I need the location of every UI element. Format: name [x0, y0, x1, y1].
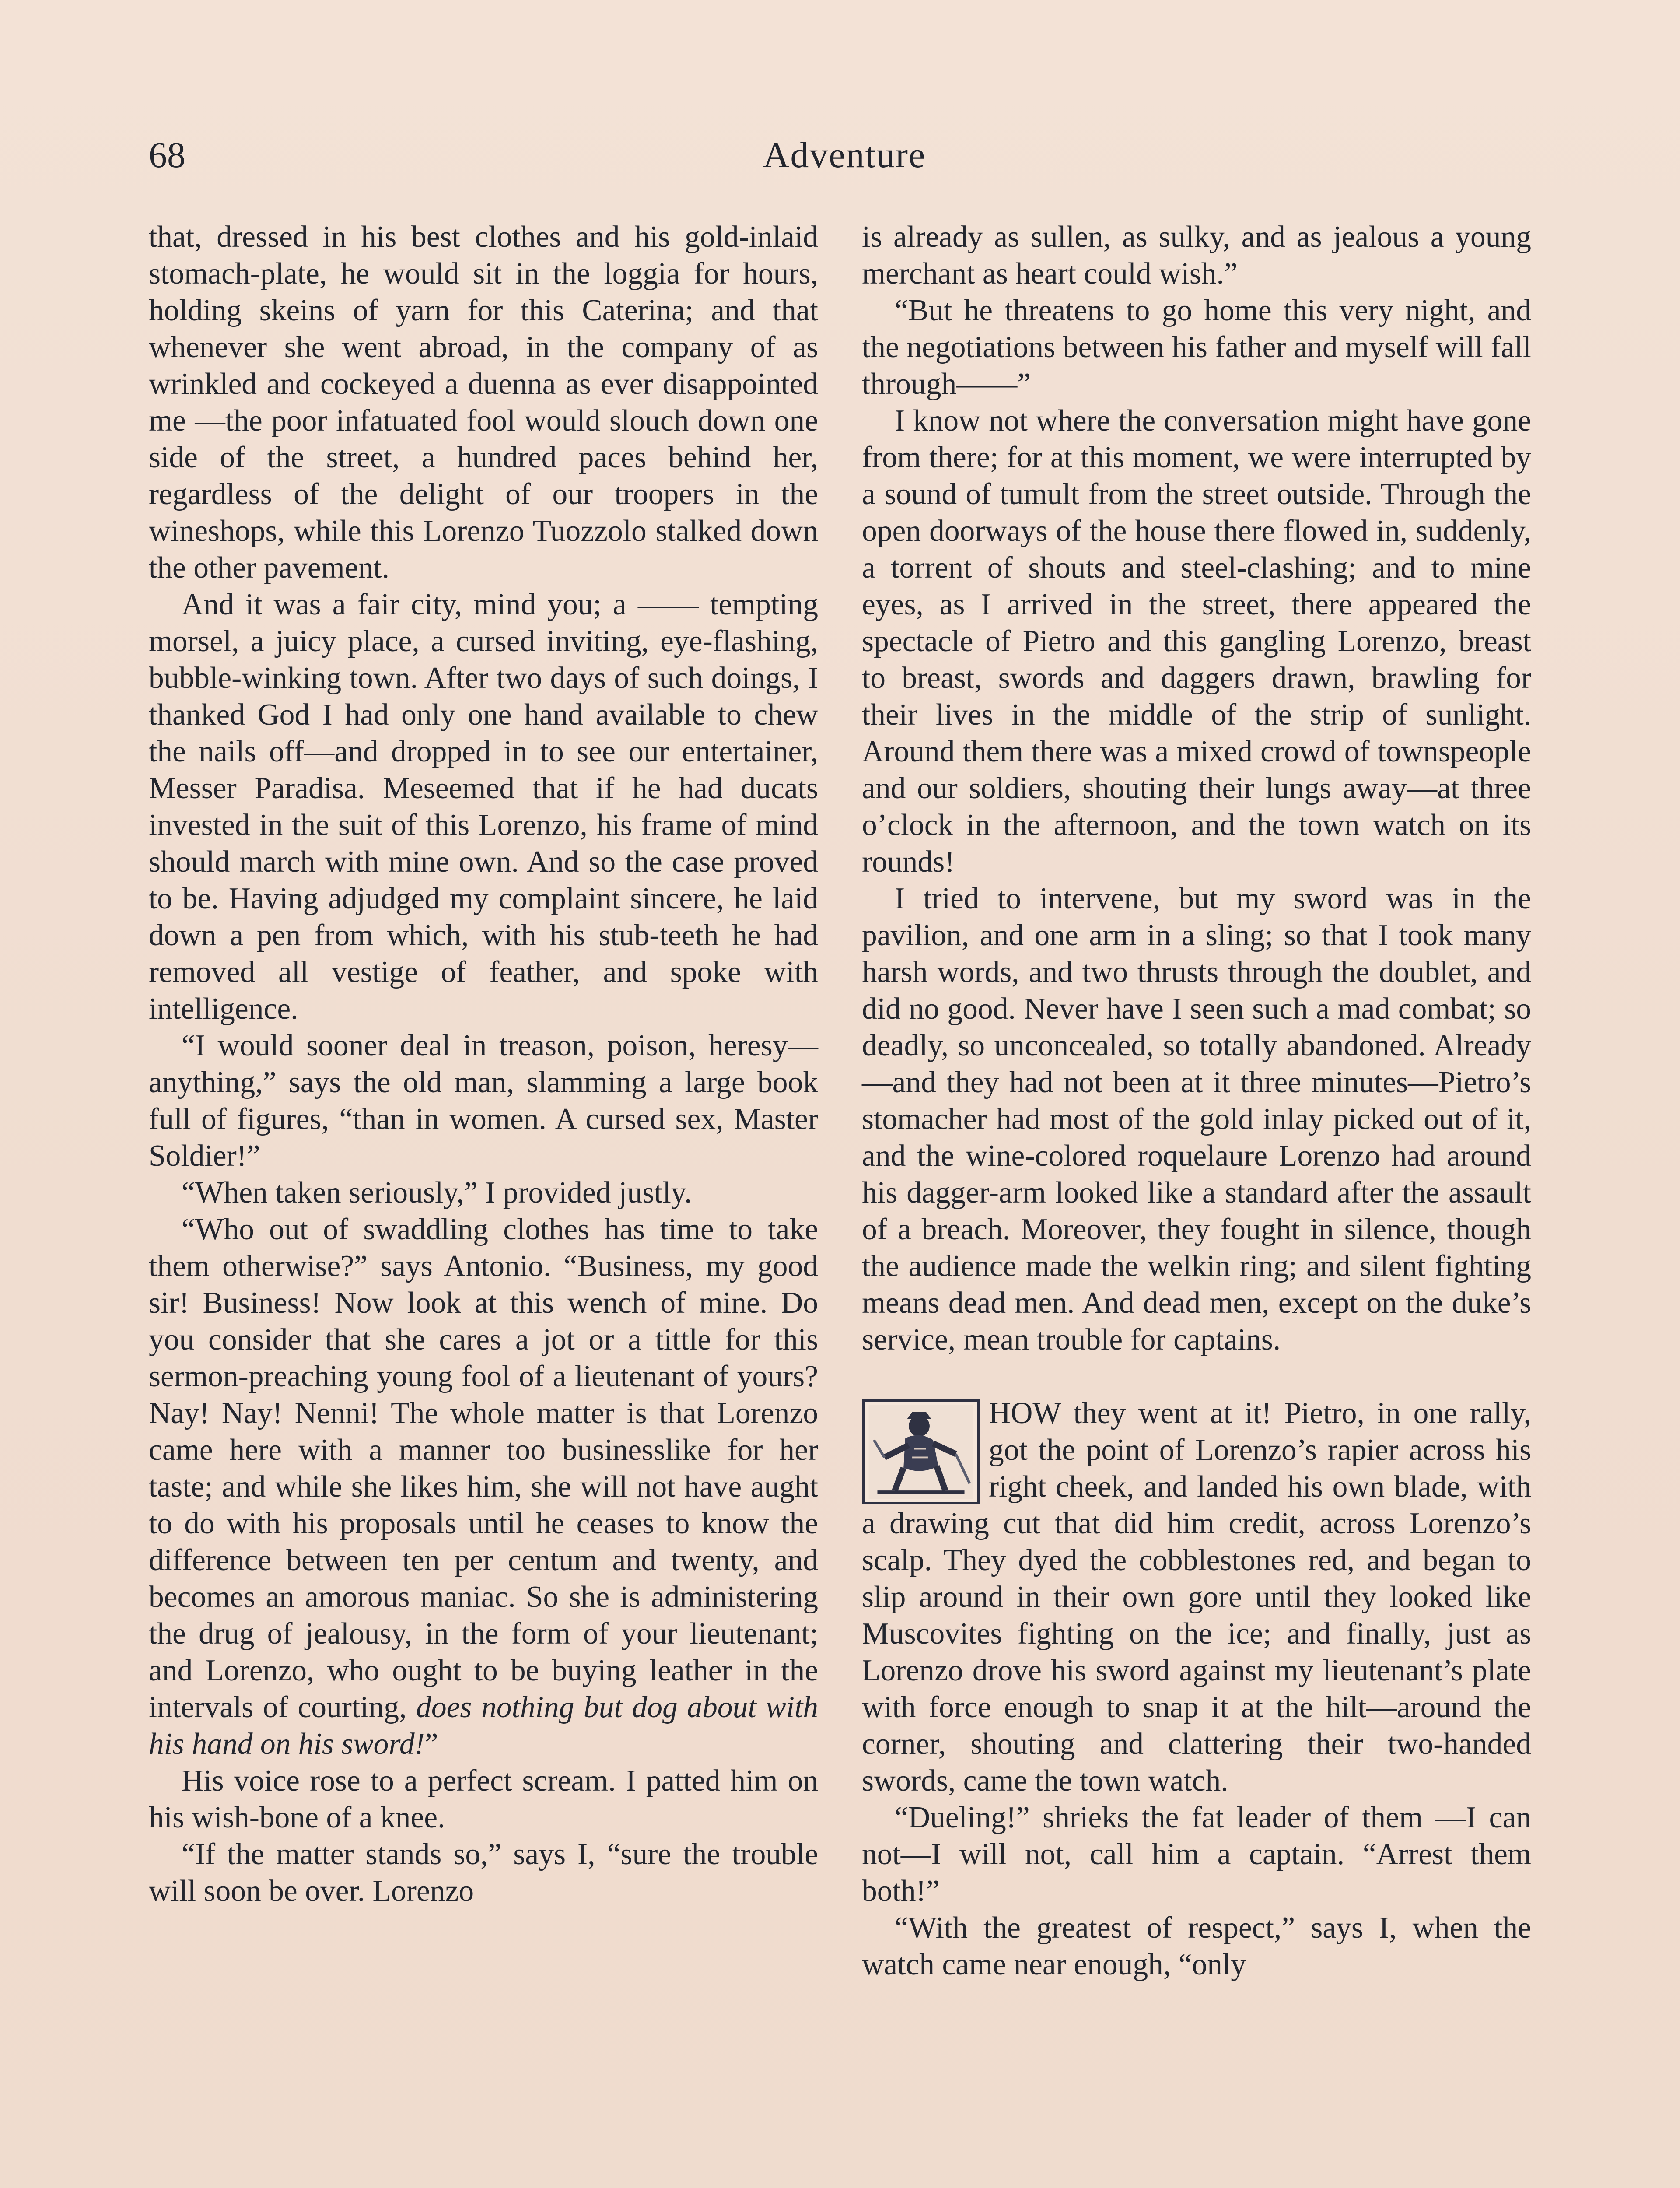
- page-number: 68: [149, 135, 186, 175]
- paragraph: “I would sooner deal in treason, poison, heresy—anything,” says the old man, slamming a large book full of figures, “than in women. A cursed sex, Master Soldier!”: [149, 1029, 818, 1173]
- italic-text: does nothing but dog about with his hand on his sword!: [149, 1690, 819, 1761]
- paragraph: “With the greatest of respect,” says I, when the watch came near enough, “only: [862, 1911, 1531, 1981]
- section-lead-word: HOW: [989, 1396, 1061, 1430]
- left-column: [149, 219, 818, 1910]
- closing-quote: ”: [424, 1727, 438, 1761]
- paragraph: [149, 1211, 818, 1763]
- paragraph: is already as sullen, as sulky, and as jealous a young merchant as heart could wish.”: [862, 220, 1531, 291]
- right-column: [862, 219, 1531, 1983]
- paragraph: “Dueling!” shrieks the fat leader of them —I can not—I will not, call him a captain. “Arrest them both!”: [862, 1801, 1531, 1908]
- swordsman-illustration-icon: [862, 1399, 980, 1504]
- paragraph: I tried to intervene, but my sword was in the pavilion, and one arm in a sling; so that I took many harsh words, and two thrusts through the doublet, and did no good. Never have I seen such a mad combat; so deadly, so unconcealed, so totally abandoned. Already—and they had not been at it three minutes—Pietro’s stomacher had most of the gold inlay picked out of it, and the wine-colored roquelaure Lorenzo had around his dagger-arm looked like a standard after the assault of a breach. Moreover, they fought in silence, though the audience made the welkin ring; and silent fighting means dead men. And dead men, except on the duke’s service, mean trouble for captains.: [862, 882, 1531, 1357]
- paragraph: His voice rose to a perfect scream. I patted him on his wish-bone of a knee.: [149, 1764, 818, 1834]
- paragraph: “If the matter stands so,” says I, “sure the trouble will soon be over. Lorenzo: [149, 1837, 818, 1908]
- paragraph-text: “Who out of swaddling clothes has time to take them otherwise?” says Antonio. “Business, my good sir! Business! Now look at this wench of mine. Do you consider that she cares a jot or a tittle for this sermon-preaching young fool of a lieutenant of yours? Nay! Nay! Nenni! The whole matter is that Lorenzo came here with a manner too businesslike for her taste; and while she likes him, she will not have aught to do with his proposals until he ceases to know the difference between ten per centum and twenty, and becomes an amorous maniac. So she is administering the drug of jealousy, in the form of your lieutenant; and Lorenzo, who ought to be buying leather in the intervals of courting,: [149, 1213, 818, 1724]
- section-opening-paragraph: [862, 1395, 1531, 1799]
- paragraph: that, dressed in his best clothes and his gold-inlaid stomach-plate, he would sit in the loggia for hours, holding skeins of yarn for this Caterina; and that whenever she went abroad, in the company of as wrinkled and cockeyed a duenna as ever disappointed me —the poor infatuated fool would slouch down one side of the street, a hundred paces behind her, regardless of the delight of our troopers in the wineshops, while this Lorenzo Tuozzolo stalked down the other pavement.: [149, 220, 818, 585]
- paragraph: “But he threatens to go home this very night, and the negotiations between his father and myself will fall through——”: [862, 294, 1531, 401]
- paragraph: “When taken seriously,” I provided justly.: [182, 1176, 692, 1210]
- page-header: [149, 131, 1540, 179]
- paragraph: And it was a fair city, mind you; a —— tempting morsel, a juicy place, a cursed inviting, eye-flashing, bubble-winking town. After two days of such doings, I thanked God I had only one hand available to chew the nails off—and dropped in to see our entertainer, Messer Paradisa. Meseemed that if he had ducats invested in the suit of this Lorenzo, his frame of mind should march with mine own. And so the case proved to be. Having adjudged my complaint sincere, he laid down a pen from which, with his stub-teeth he had removed all vestige of feather, and spoke with intelligence.: [149, 588, 818, 1026]
- paragraph: I know not where the conversation might have gone from there; for at this moment, we were interrupted by a sound of tumult from the street outside. Through the open doorways of the house there flowed in, suddenly, a torrent of shouts and steel-clashing; and to mine eyes, as I arrived in the street, there appeared the spectacle of Pietro and this gangling Lorenzo, breast to breast, swords and daggers drawn, brawling for their lives in the middle of the strip of sunlight. Around them there was a mixed crowd of townspeople and our soldiers, shouting their lungs away—at three o’clock in the afternoon, and the town watch on its rounds!: [862, 404, 1531, 879]
- paragraph-text: they went at it! Pietro, in one rally, got the point of Lorenzo’s rapier across his right cheek, and landed his own blade, with a drawing cut that did him credit, across Lorenzo’s scalp. They dyed the cobblestones red, and began to slip around in their own gore until they looked like Muscovites fighting on the ice; and finally, just as Lorenzo drove his sword against my lieutenant’s plate with force enough to snap it at the hilt—around the corner, shouting and clattering their two-handed swords, came the town watch.: [862, 1396, 1531, 1798]
- running-head: Adventure: [763, 135, 926, 175]
